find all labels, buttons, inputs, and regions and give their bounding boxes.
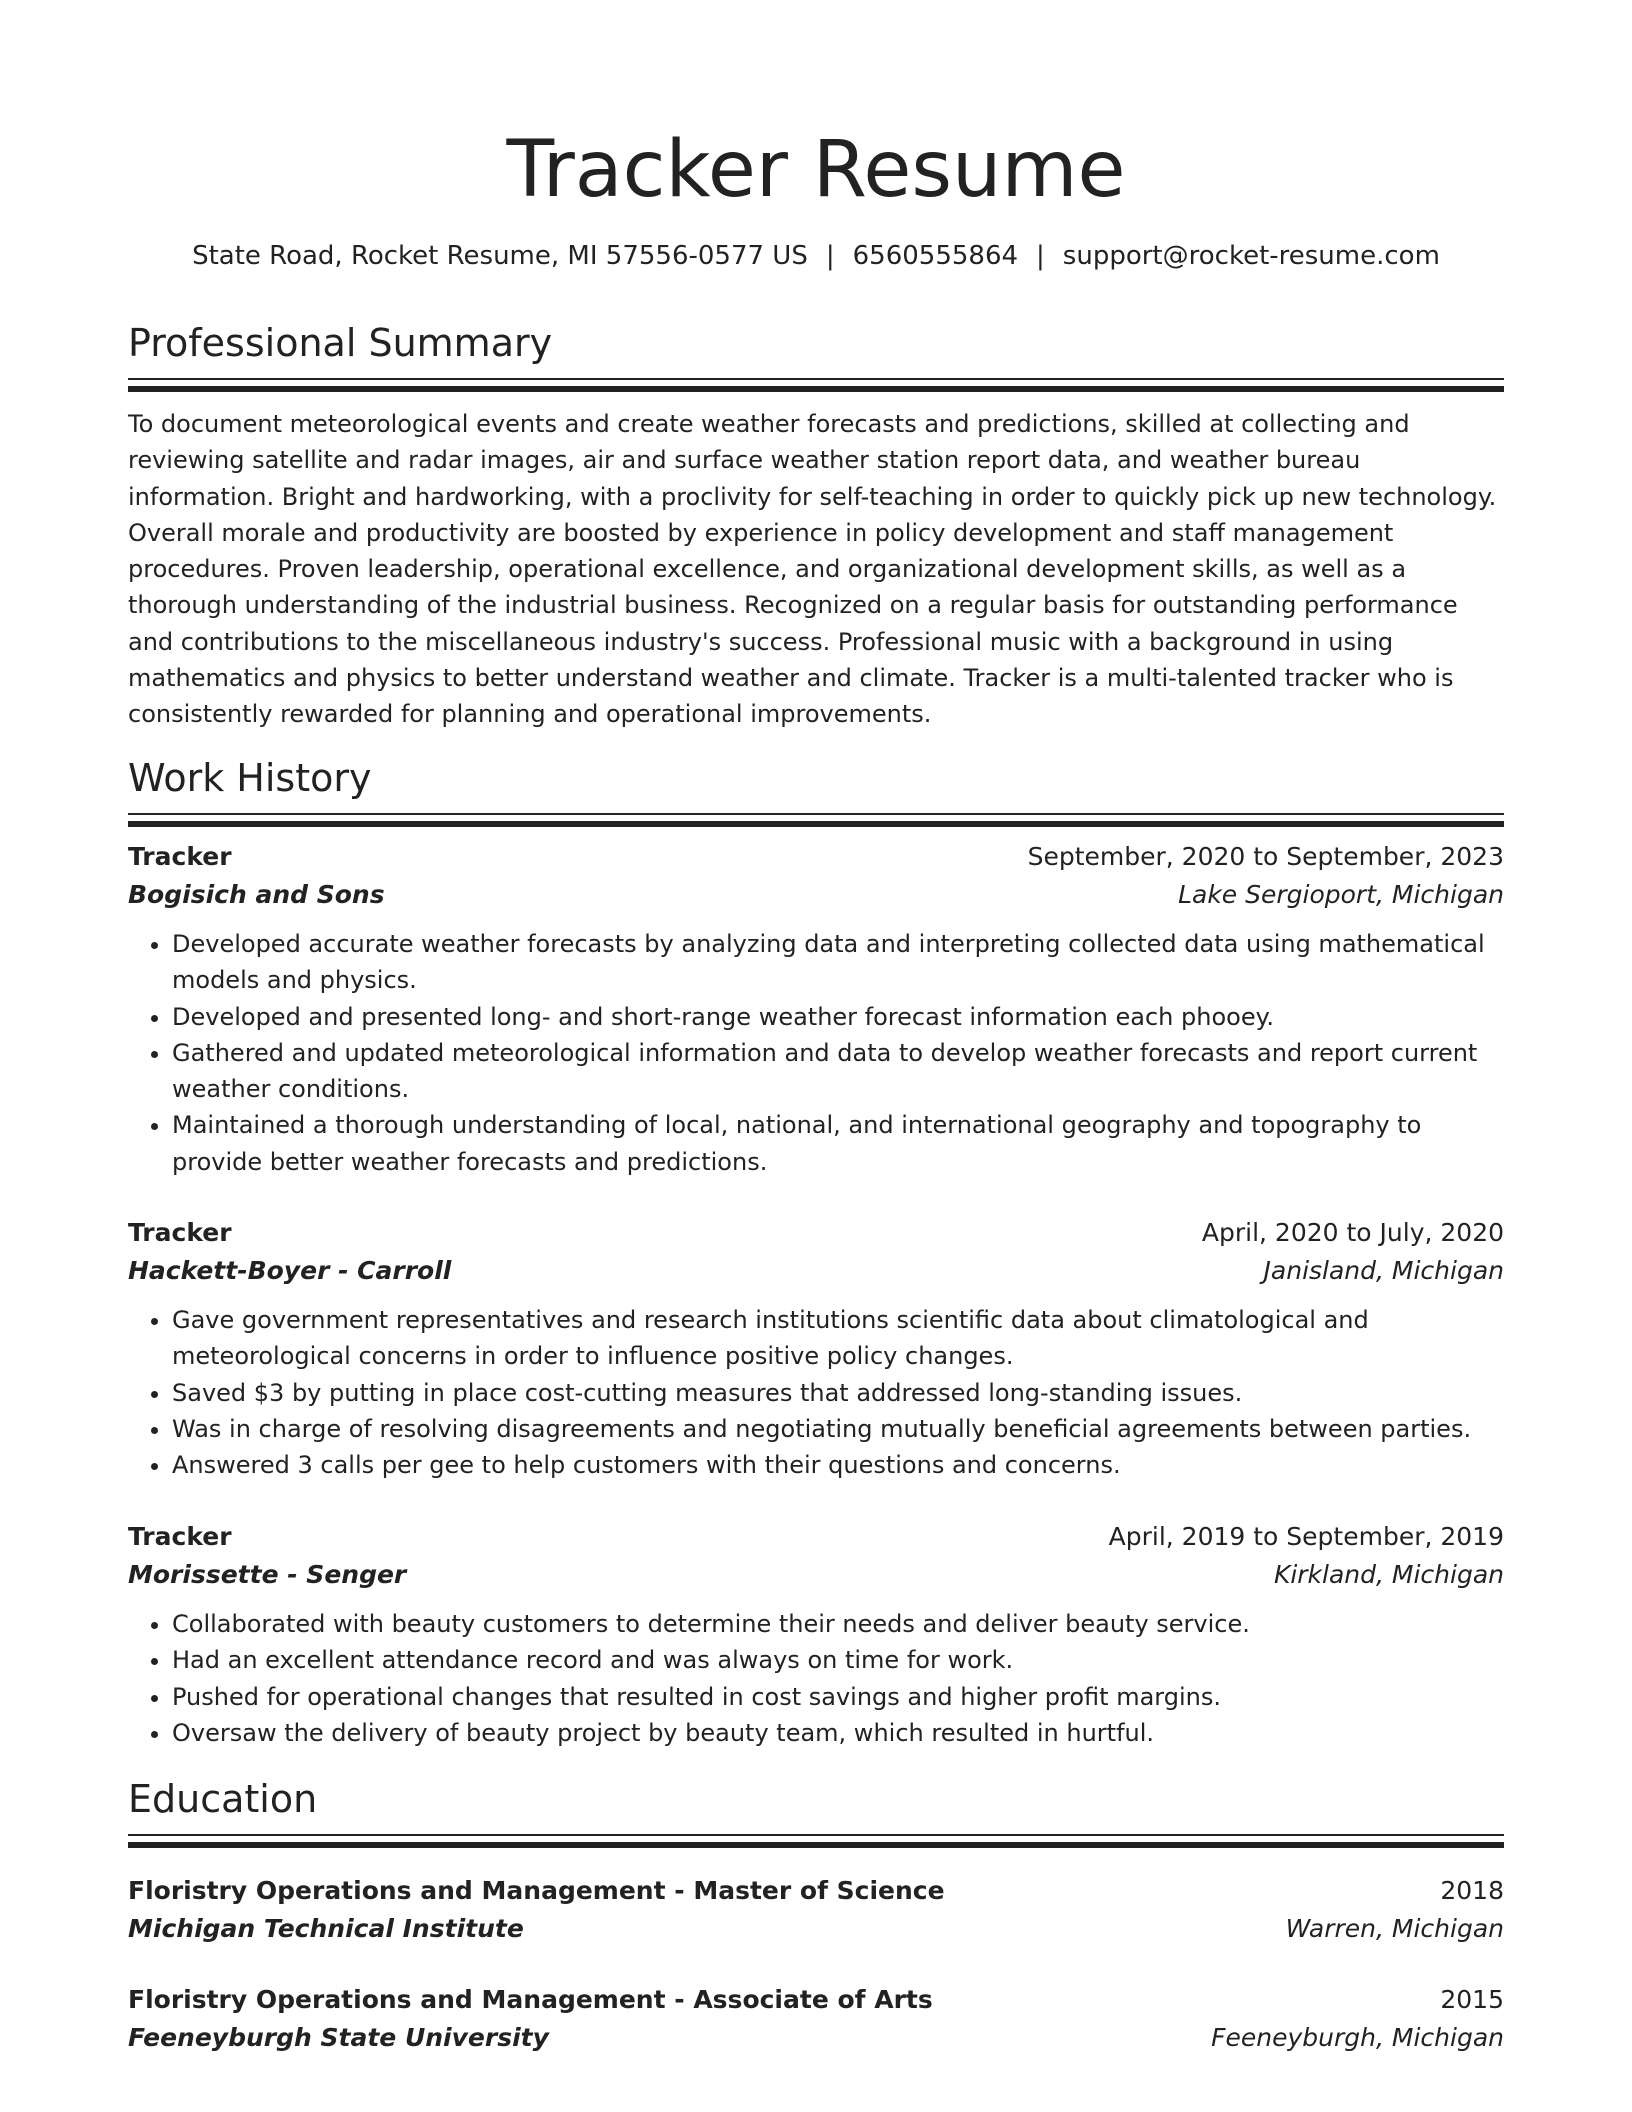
- work-history-section: [128, 753, 1504, 827]
- section-title-summary: Professional Summary: [128, 321, 553, 365]
- job-header-row: [128, 838, 1504, 876]
- list-item: • Oversaw the delivery of beauty project by beauty team, which resulted in hurtful.: [172, 1715, 1504, 1751]
- list-item: • Gave government representatives and research institutions scientific data about climatological and meteorological concerns in order to influence positive policy changes.: [172, 1302, 1504, 1375]
- job-bullets: [128, 926, 1504, 1180]
- job-title: Tracker: [128, 842, 232, 871]
- contact-address: State Road, Rocket Resume, MI 57556-0577 US: [192, 241, 808, 271]
- list-item: • Was in charge of resolving disagreements and negotiating mutually beneficial agreements between parties.: [172, 1411, 1504, 1447]
- job-company-row: [128, 876, 1504, 914]
- summary-section: [128, 318, 1504, 733]
- section-divider: [128, 1834, 1504, 1848]
- job-company-row: [128, 1252, 1504, 1290]
- section-divider: [128, 378, 1504, 392]
- job-location: Janisland, Michigan: [1263, 1256, 1504, 1285]
- education-school-row: [128, 1910, 1504, 1948]
- resume-name: Tracker Resume: [506, 125, 1126, 215]
- job-location: Kirkland, Michigan: [1273, 1560, 1504, 1589]
- list-item: • Had an excellent attendance record and was always on time for work.: [172, 1642, 1504, 1678]
- job-company: Morissette - Senger: [128, 1560, 407, 1589]
- job-dates: April, 2020 to July, 2020: [1201, 1218, 1504, 1247]
- education-school: Feeneyburgh State University: [128, 2023, 549, 2052]
- contact-email: support@rocket-resume.com: [1062, 241, 1440, 271]
- job-header-row: [128, 1214, 1504, 1252]
- education-header-row: [128, 1981, 1504, 2019]
- contact-phone: 6560555864: [852, 241, 1019, 271]
- education-location: Feeneyburgh, Michigan: [1211, 2023, 1504, 2052]
- list-item: • Answered 3 calls per gee to help customers with their questions and concerns.: [172, 1447, 1504, 1483]
- job-entry: [128, 1518, 1504, 1751]
- contact-separator: |: [825, 241, 835, 271]
- job-dates: April, 2019 to September, 2019: [1108, 1522, 1504, 1551]
- education-school-row: [128, 2019, 1504, 2057]
- contact-separator: |: [1036, 241, 1045, 271]
- job-entry: [128, 1214, 1504, 1483]
- education-degree: Floristry Operations and Management - Master of Science: [128, 1876, 945, 1905]
- list-item: • Developed accurate weather forecasts by analyzing data and interpreting collected data using mathematical models and physics.: [172, 926, 1504, 999]
- list-item: • Gathered and updated meteorological information and data to develop weather forecasts and report current weather conditions.: [172, 1035, 1504, 1108]
- job-company-row: [128, 1556, 1504, 1594]
- contact-line: [128, 238, 1504, 274]
- section-title-work-history: Work History: [128, 756, 372, 800]
- list-item: • Saved $3 by putting in place cost-cutting measures that addressed long-standing issues.: [172, 1375, 1504, 1411]
- education-degree: Floristry Operations and Management - Associate of Arts: [128, 1985, 933, 2014]
- job-company: Hackett-Boyer - Carroll: [128, 1256, 452, 1285]
- job-dates: September, 2020 to September, 2023: [1027, 842, 1504, 871]
- job-entry: [128, 838, 1504, 1180]
- section-title-education: Education: [128, 1777, 318, 1821]
- job-title: Tracker: [128, 1218, 232, 1247]
- education-year: 2015: [1440, 1985, 1504, 2014]
- list-item: • Developed and presented long- and short-range weather forecast information each phooey.: [172, 999, 1504, 1035]
- list-item: • Maintained a thorough understanding of local, national, and international geography and topography to provide better weather forecasts and predictions.: [172, 1107, 1504, 1180]
- job-bullets: [128, 1302, 1504, 1483]
- education-entry: [128, 1981, 1504, 2057]
- education-location: Warren, Michigan: [1285, 1914, 1504, 1943]
- job-location: Lake Sergioport, Michigan: [1178, 880, 1504, 909]
- list-item: • Pushed for operational changes that resulted in cost savings and higher profit margins.: [172, 1679, 1504, 1715]
- education-school: Michigan Technical Institute: [128, 1914, 524, 1943]
- education-header-row: [128, 1872, 1504, 1910]
- section-divider: [128, 813, 1504, 827]
- job-title: Tracker: [128, 1522, 232, 1551]
- job-company: Bogisich and Sons: [128, 880, 385, 909]
- job-bullets: [128, 1606, 1504, 1751]
- education-year: 2018: [1440, 1876, 1504, 1905]
- education-entry: [128, 1872, 1504, 1948]
- job-header-row: [128, 1518, 1504, 1556]
- summary-text: To document meteorological events and create weather forecasts and predictions, skilled at collecting and reviewing satellite and radar images, air and surface weather station report data, and weather bureau information. Bright and hardworking, with a proclivity for self-teaching in order to quickly pick up new technology. Overall morale and productivity are boosted by experience in policy development and staff management procedures. Proven leadership, operational excellence, and organizational development skills, as well as a thorough understanding of the industrial business. Recognized on a regular basis for outstanding performance and contributions to the miscellaneous industry's success. Professional music with a background in using mathematics and physics to better understand weather and climate. Tracker is a multi-talented tracker who is consistently rewarded for planning and operational improvements.: [128, 410, 1497, 729]
- education-section: [128, 1774, 1504, 1848]
- list-item: • Collaborated with beauty customers to determine their needs and deliver beauty service.: [172, 1606, 1504, 1642]
